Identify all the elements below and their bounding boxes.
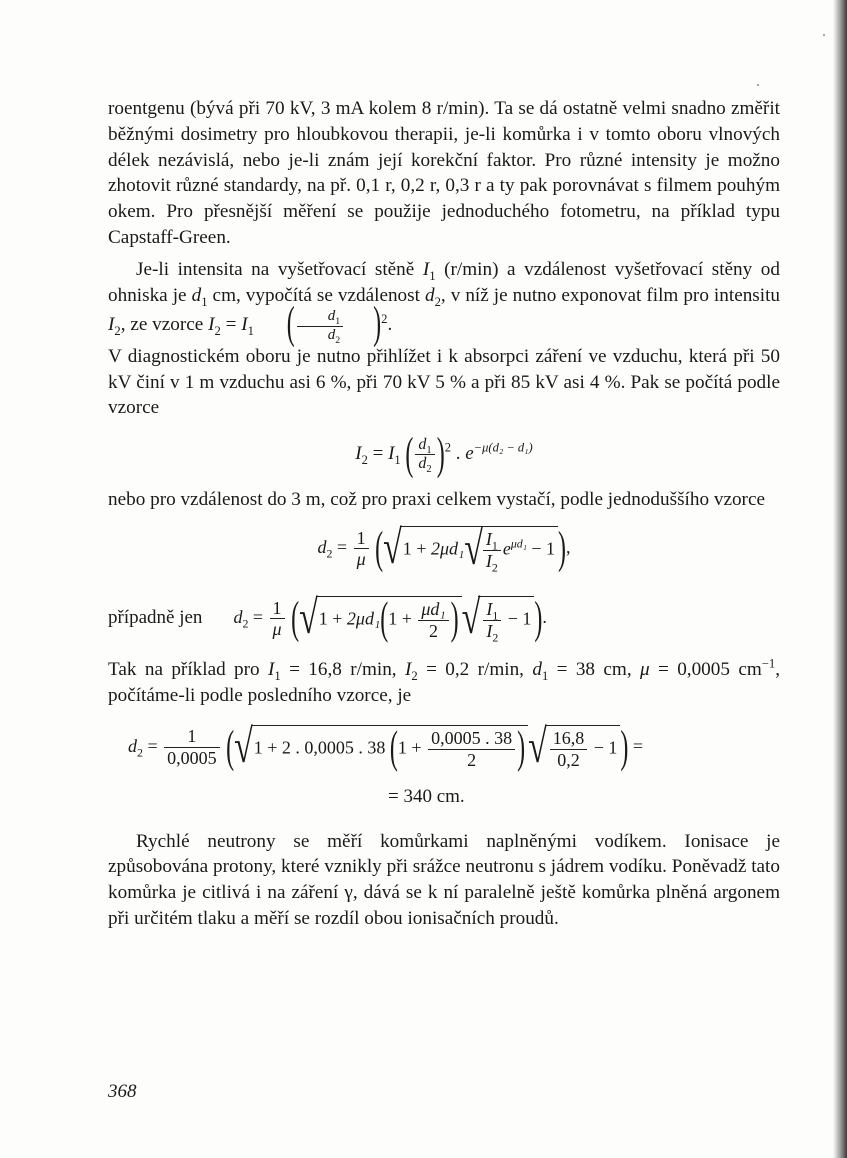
equals-sign: = (632, 735, 644, 756)
paragraph-simpler: nebo pro vzdálenost do 3 m, což pro praxi celkem vystačí, podle jednoduššího vzorce (108, 489, 765, 511)
sub-2: 2 (242, 616, 249, 631)
sup-2: 2 (444, 440, 451, 455)
paren-open: ( (291, 594, 300, 644)
text-span: − 1 (507, 608, 532, 629)
text-span: = 0,2 r/min, (426, 659, 524, 681)
paren-close: ) (558, 524, 567, 574)
text-span: , ze vzorce (120, 314, 204, 336)
fraction-mud1-2: $\frac{\text{μd₁}}{2}$ (418, 599, 448, 641)
exponent: −μ(d₂ − d₁) (473, 440, 533, 455)
symbol-I: I (241, 314, 248, 336)
equals-sign: = (147, 735, 158, 756)
sub-1: 1 (491, 538, 498, 553)
period: . (387, 314, 393, 336)
equation-d2-approx (108, 581, 780, 653)
radical-sign: √ (464, 523, 483, 576)
symbol-d: d (418, 455, 427, 473)
page-number: 368 (108, 1081, 137, 1102)
text-span: (r/min) a vzdálenost vyšetřovací stěny od ohniska je (108, 258, 780, 306)
radical-sign: √ (299, 592, 318, 645)
scan-speck (823, 34, 825, 36)
sub-2: 2 (326, 546, 333, 561)
text-span: Je-li intensita na vyšetřovací stěně (136, 258, 415, 280)
symbol-I: I (486, 620, 493, 641)
text-span: cm, vypočítá se vzdálenost (212, 284, 420, 306)
sub-1: 1 (426, 445, 432, 457)
sqrt-body (545, 725, 621, 770)
result-line: = 340 cm. (388, 785, 465, 807)
paren-open: ( (389, 723, 398, 773)
sub-2: 2 (114, 324, 121, 339)
symbol-I: I (208, 314, 215, 336)
text-span: 1 + (318, 608, 343, 629)
sub-2: 2 (137, 745, 143, 760)
comma: , (566, 537, 571, 558)
paren-close: ) (373, 299, 382, 350)
scan-speck (757, 84, 759, 86)
sub-2: 2 (335, 334, 341, 346)
fraction-I1-I2 (483, 529, 501, 575)
dot-operator: . (455, 443, 461, 465)
radical-sign: √ (461, 592, 481, 645)
paren-open: ( (380, 594, 389, 645)
fraction-1-0-0005: $\frac{1}{0,0005}$ (164, 726, 220, 768)
paren-open: ( (286, 299, 295, 350)
symbol-I: I (355, 443, 362, 465)
sup-neg1: −1 (761, 656, 776, 671)
sub-2: 2 (434, 294, 441, 309)
fraction-1-mu: $\frac{1}{\mu}$ (270, 598, 285, 640)
label-pripadne: případně jen (108, 607, 203, 629)
paren-open: ( (375, 524, 384, 574)
fraction-16-8-0-2: $\frac{16,8}{0,2}$ (550, 728, 588, 770)
symbol-d: d (424, 284, 435, 306)
paragraph-roentgen: roentgenu (bývá při 70 kV, 3 mA kolem 8 r/min). Ta se dá ostatně velmi snadno změřit běžnými dosimetry pro hloubkovou therapii, je-li komůrka i v tomto oboru vlnových délek nezávislá, nebo je-li znám její korekční faktor. Pro různé intensity je možno zhotovit různé standardy, na př. 0,1 r, 0,2 r, 0,3 r a ty pak porovnávat s filmem pouhým okem. Pro přesnější měření se použije jednoduchého fotometru, na příklad typu Capstaff-Green. (108, 98, 780, 248)
symbol-d: d (327, 308, 336, 325)
paren-open: ( (405, 430, 414, 480)
exponent: μd₁ (510, 536, 527, 551)
equals-sign: = (225, 314, 237, 336)
text-span: = 0,0005 cm (658, 659, 762, 681)
equation-numeric (108, 709, 780, 783)
paragraph-intensity (108, 257, 781, 350)
fraction-I1-I2 (483, 599, 501, 645)
text-span: 1 + (388, 608, 412, 629)
paren-close: ) (534, 594, 543, 644)
equals-sign: = (372, 443, 384, 465)
symbol-e: e (465, 443, 474, 465)
sqrt-body (316, 594, 462, 645)
radical-sign: √ (528, 720, 547, 773)
sub-1: 1 (335, 316, 341, 328)
symbol-I: I (485, 529, 492, 550)
sub-1: 1 (541, 668, 549, 683)
sub-1: 1 (274, 668, 281, 683)
text-span: , v níž je nutno exponovat film pro intensitu (440, 284, 781, 306)
fraction-d1-d2 (297, 308, 343, 344)
paragraph-neutrons: Rychlé neutrony se měří komůrkami naplněnými vodíkem. Ionisace je způsobována protony, které vznikly při srážce neutronu s jádrem vodíku. Poněvadž tato komůrka je citlivá i na záření γ, dává se k ní paralelně ještě komůrka plněná argonem při určitém tlaku a měří se rozdíl obou ionisačních proudů. (108, 830, 780, 930)
symbol-e: e (502, 538, 511, 559)
sqrt-body (251, 723, 528, 773)
fraction-1-mu: $\frac{1}{\mu}$ (354, 528, 369, 570)
symbol-d: d (532, 659, 542, 681)
equation-absorption (108, 421, 780, 487)
radical-sign: √ (383, 522, 402, 575)
paragraph-example (108, 657, 780, 709)
text-span: Tak na příklad pro (108, 659, 260, 681)
symbol-I: I (485, 550, 492, 571)
page-body (108, 96, 780, 932)
symbol-d: d (327, 326, 336, 343)
symbol-d: d (317, 537, 327, 558)
symbol-mu: μ (640, 659, 650, 681)
text-span: = 16,8 r/min, (289, 659, 397, 681)
symbol-I: I (268, 659, 275, 681)
symbol-I: I (388, 443, 395, 465)
fraction-inner: $\frac{0,0005 . 38}{2}$ (428, 728, 515, 770)
sub-2: 2 (491, 560, 498, 575)
symbol-d: d (128, 735, 137, 756)
period: . (542, 607, 547, 628)
sup-2: 2 (381, 312, 388, 327)
equation-d2-full (108, 513, 780, 581)
equals-sign: = (336, 537, 348, 558)
symbol-I: I (404, 659, 412, 681)
symbol-I: I (108, 314, 115, 336)
sub-1: 1 (492, 608, 499, 623)
text-span: = 38 cm, (556, 659, 632, 681)
paragraph-diagnostic: V diagnostickém oboru je nutno přihlížet i k absorpci záření ve vzduchu, která při 50 kV činí v 1 m vzduchu asi 6 %, při 70 kV 5 % a při 85 kV asi 4 %. Pak se počítá podle vzorce (108, 345, 780, 419)
symbol-I: I (422, 258, 430, 280)
fraction-d1-d2 (415, 436, 434, 474)
equals-sign: = (252, 607, 264, 628)
sub-1: 1 (247, 324, 254, 339)
page-binding-edge (833, 0, 847, 1158)
sqrt-body (478, 596, 534, 645)
symbol-I: I (486, 599, 493, 620)
sub-2: 2 (492, 630, 499, 645)
sub-2: 2 (361, 453, 368, 468)
symbol-2mud1: 2μd₁ (430, 538, 465, 559)
sub-1: 1 (201, 294, 208, 309)
sub-1: 1 (394, 453, 401, 468)
text-span: , počítáme-li podle posledního vzorce, je (108, 659, 781, 706)
sub-2: 2 (411, 668, 418, 683)
paren-open: ( (226, 722, 235, 773)
text-span: 1 + (397, 737, 422, 758)
text-span: − 1 (531, 538, 556, 559)
paren-close: ) (620, 722, 629, 773)
paren-close: ) (517, 723, 526, 773)
paren-close: ) (436, 430, 445, 480)
symbol-d: d (233, 607, 243, 628)
symbol-2mud1: 2μd₁ (346, 608, 381, 629)
sub-2: 2 (426, 464, 432, 476)
text-span: 1 + 2 . 0,0005 . 38 (253, 737, 386, 758)
text-span: 1 + (402, 538, 427, 559)
symbol-d: d (418, 436, 427, 454)
sub-1: 1 (429, 268, 436, 283)
radical-sign: √ (234, 720, 253, 773)
text-span: − 1 (593, 737, 618, 758)
paren-close: ) (450, 594, 459, 645)
symbol-d: d (191, 284, 202, 306)
sub-2: 2 (214, 324, 221, 339)
